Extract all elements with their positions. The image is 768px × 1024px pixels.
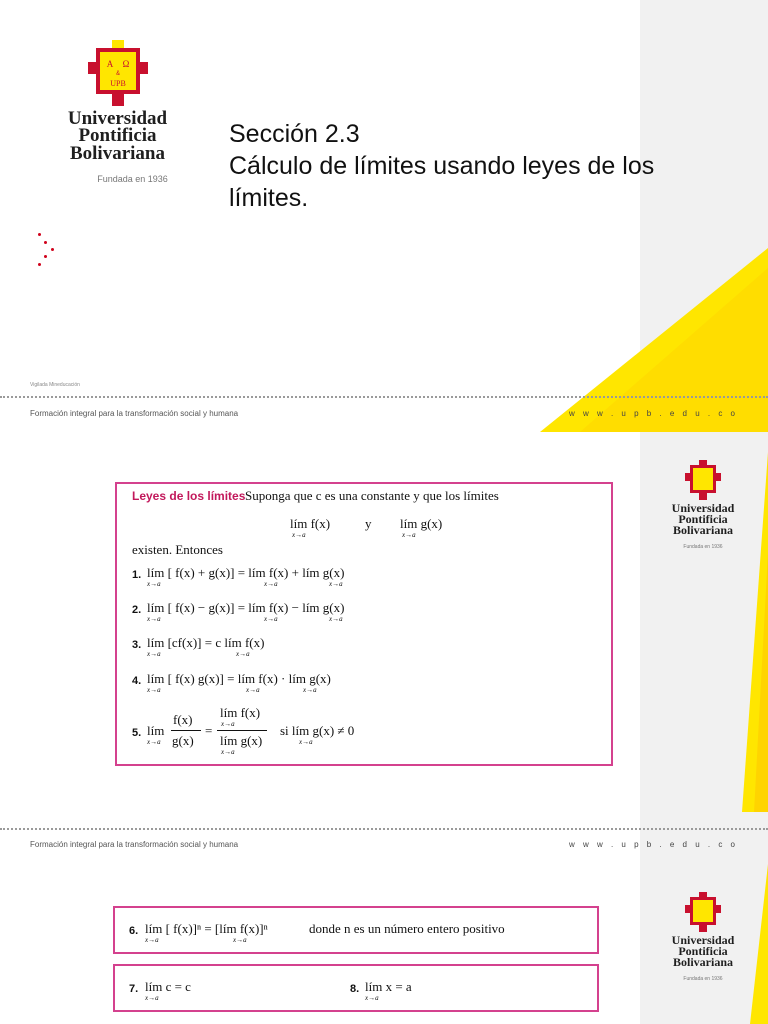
sub-label: x→a — [264, 615, 278, 623]
sub-label: x→a — [236, 650, 250, 658]
sub-label: x→a — [145, 994, 159, 1002]
exist-text: existen. Entonces — [132, 542, 223, 557]
title-line-2: Cálculo de límites usando leyes de los — [229, 152, 655, 180]
law-5-num: f(x) — [173, 712, 193, 727]
sub-label: x→a — [147, 686, 161, 694]
sub-label: x→a — [329, 580, 343, 588]
sub-label: x→a — [299, 738, 313, 746]
laws-box — [115, 482, 613, 766]
logo-line-3: Bolivariana — [69, 142, 165, 164]
law-5-rnum: lím f(x) — [220, 705, 261, 720]
logo-line-1: Universidad — [671, 501, 735, 515]
slide-2 — [0, 432, 768, 864]
svg-text:Ω: Ω — [122, 59, 129, 69]
footer-url[interactable]: w w w . u p b . e d u . c o — [568, 409, 738, 418]
footer-slogan: Formación integral para la transformación social y humana — [30, 840, 239, 849]
logo-line-2: Pontificia — [678, 512, 728, 527]
logo-line-2: Pontificia — [78, 125, 157, 147]
law-3: lím [cf(x)] = c lím f(x) — [147, 635, 265, 650]
footer-divider — [0, 396, 768, 398]
slide-1 — [0, 0, 768, 432]
sub-label: x→a — [329, 615, 343, 623]
sub-label: x→a — [221, 720, 235, 728]
logo-line-1: Universidad — [671, 933, 735, 947]
logo-founded: Fundada en 1936 — [683, 544, 723, 551]
svg-text:UPB: UPB — [109, 79, 126, 88]
sub-label: x→a — [221, 748, 235, 756]
logo-line-1: Universidad — [67, 108, 168, 129]
law-number: 3. — [132, 639, 142, 651]
crest-icon — [685, 460, 721, 500]
law-7-8-box — [113, 964, 599, 1012]
law-number: 1. — [132, 569, 142, 581]
and-word: y — [365, 516, 372, 531]
sub-label: x→a — [264, 580, 278, 588]
law-7: lím c = c — [145, 979, 191, 994]
sub-label: x→a — [147, 738, 161, 746]
logo-founded: Fundada en 1936 — [683, 976, 723, 983]
title-line-3: límites. — [229, 184, 309, 212]
crest-icon — [88, 40, 148, 106]
law-number: 2. — [132, 604, 142, 616]
svg-text:&: & — [115, 71, 120, 77]
sub-label: x→a — [147, 650, 161, 658]
law-5-eq: = — [205, 723, 213, 738]
law-number: 7. — [129, 983, 139, 995]
law-5-den: g(x) — [172, 733, 194, 748]
law-number: 4. — [132, 675, 142, 687]
law-1: lím [ f(x) + g(x)] = lím f(x) + lím g(x) — [147, 565, 345, 580]
sub-label: x→a — [233, 936, 247, 944]
sub-label: x→a — [292, 531, 306, 539]
law-number: 6. — [129, 925, 139, 937]
vigilada-tag: Vigilada Mineducación — [30, 382, 80, 388]
law-6-box — [113, 906, 599, 954]
yellow-triangle-decoration — [540, 248, 768, 432]
sub-label: x→a — [402, 531, 416, 539]
upb-logo-small — [664, 460, 742, 550]
footer-url[interactable]: w w w . u p b . e d u . c o — [568, 840, 738, 849]
law-6-note: donde n es un número entero positivo — [309, 921, 505, 936]
sub-label: x→a — [145, 936, 159, 944]
sub-label: x→a — [365, 994, 379, 1002]
slide-title — [229, 118, 669, 214]
title-line-1: Sección 2.3 — [229, 120, 360, 148]
logo-line-3: Bolivariana — [672, 523, 733, 538]
law-5-cond: si lím g(x) ≠ 0 — [280, 723, 355, 738]
sub-label: x→a — [246, 686, 260, 694]
logo-line-3: Bolivariana — [672, 955, 733, 970]
logo-line-2: Pontificia — [678, 944, 728, 959]
law-number: 5. — [132, 727, 142, 739]
crest-icon — [685, 892, 721, 932]
law-2: lím [ f(x) − g(x)] = lím f(x) − lím g(x) — [147, 600, 345, 615]
sub-label: x→a — [147, 580, 161, 588]
svg-text:Α: Α — [106, 59, 113, 69]
law-5-lim: lím — [147, 723, 165, 738]
logo-founded: Fundada en 1936 — [97, 174, 168, 185]
sub-label: x→a — [303, 686, 317, 694]
fraction-bar — [171, 730, 201, 731]
sub-label: x→a — [147, 615, 161, 623]
law-4: lím [ f(x) g(x)] = lím f(x) · lím g(x) — [147, 671, 331, 686]
footer-divider — [0, 828, 768, 830]
law-5-rden: lím g(x) — [220, 733, 263, 748]
law-8: lím x = a — [365, 979, 412, 994]
upb-logo — [60, 40, 175, 184]
lim-g-header: lím g(x) — [400, 516, 443, 531]
upb-logo-small — [664, 892, 742, 982]
law-number: 8. — [350, 983, 360, 995]
laws-intro: Suponga que c es una constante y que los límites — [245, 488, 499, 503]
law-6: lím [ f(x)]ⁿ = [lím f(x)]ⁿ — [145, 921, 268, 936]
footer-slogan: Formación integral para la transformación social y humana — [30, 409, 239, 418]
fraction-bar — [217, 730, 267, 731]
lim-f-header: lím f(x) — [290, 516, 331, 531]
slide-3 — [0, 864, 768, 1024]
laws-title: Leyes de los límites — [132, 489, 246, 503]
